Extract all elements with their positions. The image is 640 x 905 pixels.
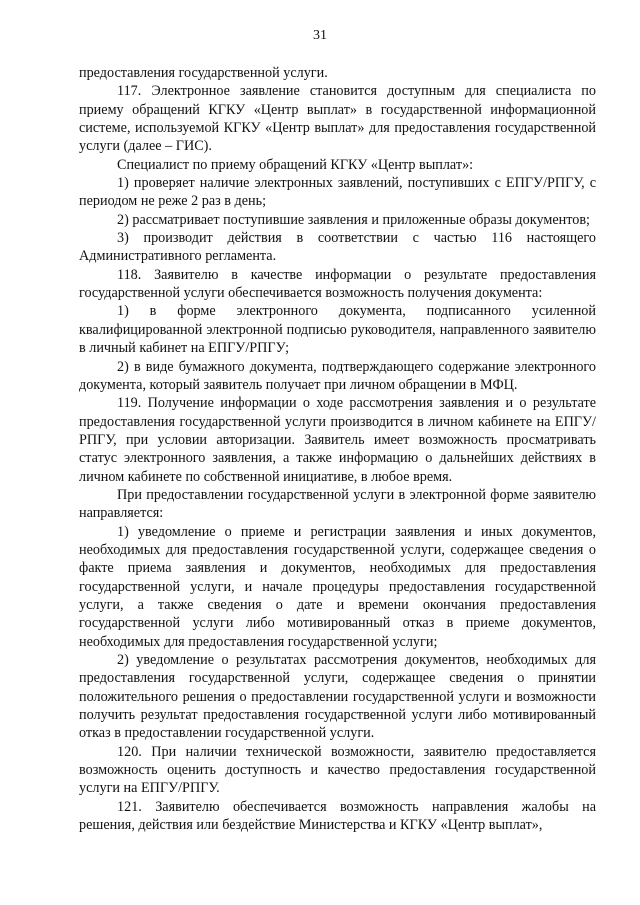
paragraph-118: 118. Заявителю в качестве информации о результате предоставления государственной услуги обеспечивается возможность получения документа:: [79, 266, 596, 302]
document-body: [79, 64, 596, 834]
list-item-notification-2: 2) уведомление о результатах рассмотрения документов, необходимых для предоставления государственной услуги, содержащее сведения о принятии положительного решения о предоставлении государственной услуги и возможности получить результат предоставления государственной услуги либо мотивированный отказ в предоставлении государственной услуги.: [79, 652, 596, 742]
list-item-117-3: 3) производит действия в соответствии с частью 116 настоящего Административного регламента.: [79, 230, 596, 265]
list-item-117-2: 2) рассматривает поступившие заявления и приложенные образы документов;: [117, 211, 590, 228]
paragraph-119: 119. Получение информации о ходе рассмотрения заявления и о результате предоставления государственной услуги производится в личном кабинете на ЕПГУ/РПГУ, при условии авторизации. Заявитель имеет возможность просматривать статус электронного заявления, а также информацию о дальнейших действиях в личном кабинете по собственной инициативе, в любое время.: [79, 395, 596, 485]
list-item-118-1: 1) в форме электронного документа, подписанного усиленной квалифицированной электронной подписью руководителя, направленного заявителю в личный кабинет на ЕПГУ/РПГУ;: [79, 303, 596, 357]
list-item-118-2: 2) в виде бумажного документа, подтверждающего содержание электронного документа, который заявитель получает при личном обращении в МФЦ.: [79, 358, 596, 393]
page-number: 31: [313, 28, 327, 43]
paragraph-117: 117. Электронное заявление становится доступным для специалиста по приему обращений КГКУ «Центр выплат» в государственной информационной системе, используемой КГКУ «Центр выплат» для предоставления государственной услуги (далее – ГИС).: [79, 83, 596, 155]
list-item-117-1: 1) проверяет наличие электронных заявлений, поступивших с ЕПГУ/РПГУ, с периодом не реже 2 раз в день;: [79, 175, 596, 210]
paragraph-electronic-form-intro: При предоставлении государственной услуги в электронной форме заявителю направляется:: [79, 486, 596, 522]
paragraph-continuation: предоставления государственной услуги.: [79, 65, 328, 81]
paragraph-121: 121. Заявителю обеспечивается возможность направления жалобы на решения, действия или бездействие Министерства и КГКУ «Центр выплат»,: [79, 798, 596, 834]
paragraph-120: 120. При наличии технической возможности, заявителю предоставляется возможность оценить доступность и качество предоставления государственной услуги на ЕПГУ/РПГУ.: [79, 743, 596, 797]
paragraph-specialist-intro: Специалист по приему обращений КГКУ «Центр выплат»:: [117, 156, 474, 173]
list-item-notification-1: 1) уведомление о приеме и регистрации заявления и иных документов, необходимых для предоставления государственной услуги, содержащее сведения о факте приема заявления и документов, необходимых для предоставления государственной услуги, и начале процедуры предоставления государственной услуги, а также сведения о дате и времени окончания предоставления государственной услуги либо мотивированный отказ в приеме документов, необходимых для предоставления государственной услуги;: [79, 523, 596, 650]
